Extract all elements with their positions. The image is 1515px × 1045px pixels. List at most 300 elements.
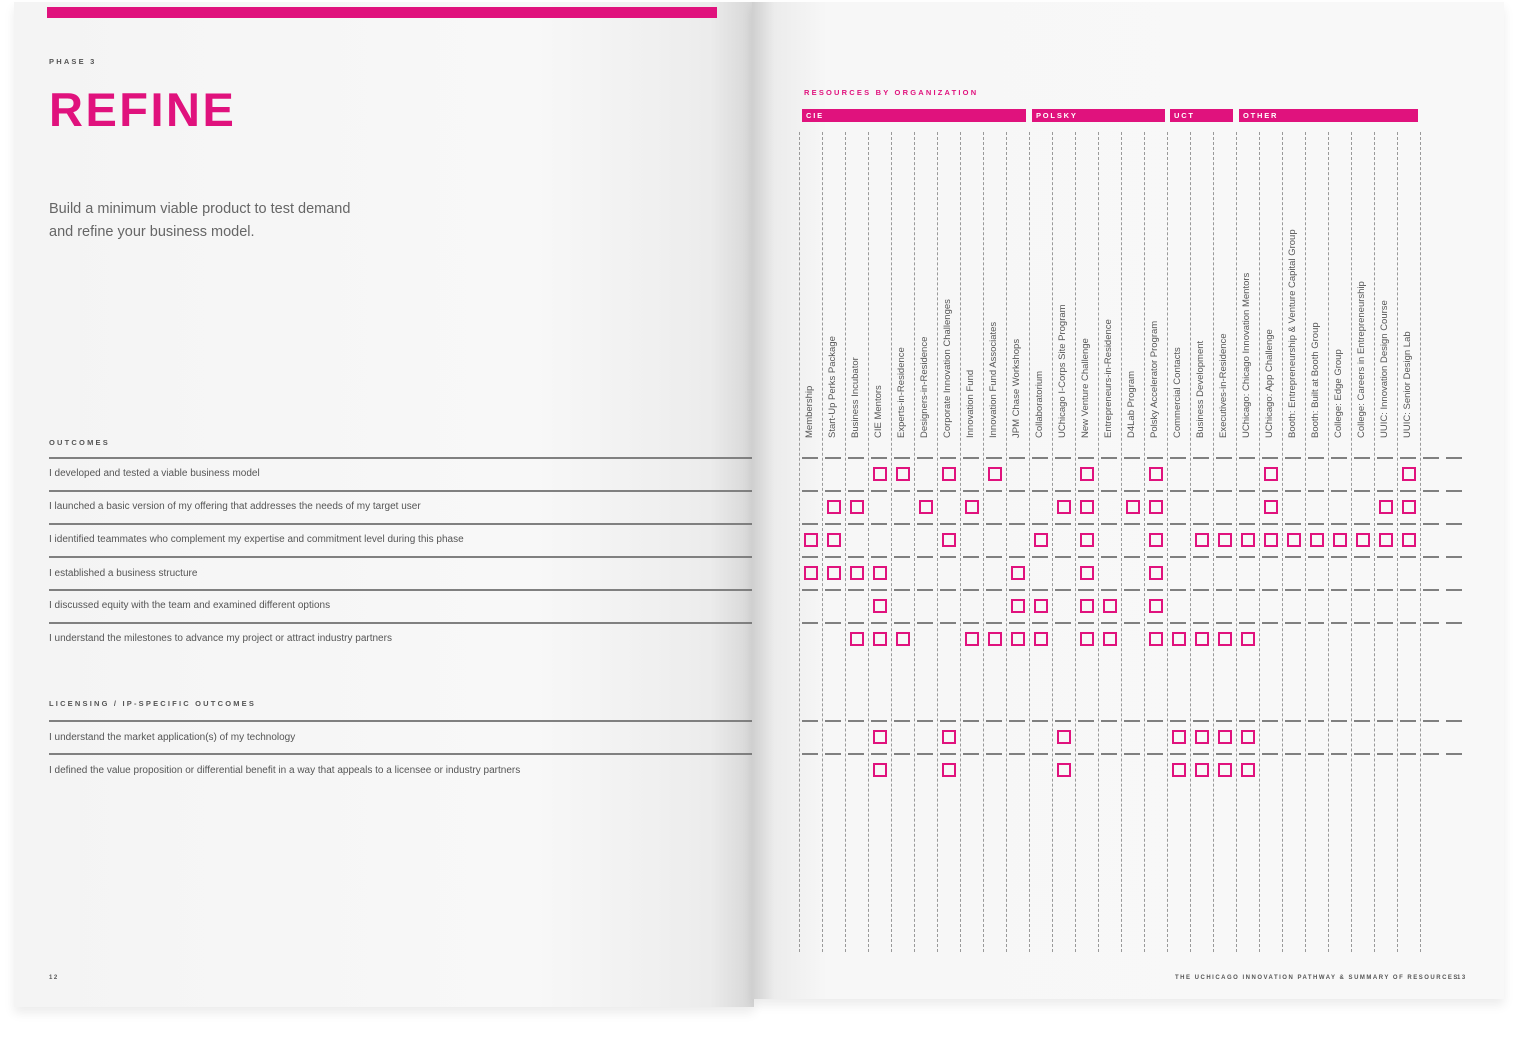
resource-check-box [1057, 763, 1071, 777]
resource-check-box [873, 467, 887, 481]
resource-column-label: Executives-in-Residence [1218, 333, 1229, 438]
resource-column-label: Membership [804, 385, 815, 438]
row-separator-dash [1032, 622, 1048, 624]
row-separator-dash [1239, 490, 1255, 492]
resource-check-box [919, 500, 933, 514]
resource-column-label: Collaboratorium [1034, 370, 1045, 438]
phase-accent-bar [47, 7, 717, 18]
row-separator-dash [986, 589, 1002, 591]
row-separator-dash [1101, 720, 1117, 722]
row-separator-dash [1055, 523, 1071, 525]
row-separator-dash [1216, 556, 1232, 558]
row-separator-dash [1400, 457, 1416, 459]
outcome-item: I understand the milestones to advance my project or attract industry partners [49, 633, 392, 644]
licensing-rule [49, 720, 754, 722]
row-separator-dash [1009, 523, 1025, 525]
resource-check-box [942, 533, 956, 547]
row-separator-dash [1216, 753, 1232, 755]
row-separator-dash [848, 523, 864, 525]
row-separator-dash [1308, 589, 1324, 591]
row-separator-dash [848, 457, 864, 459]
row-separator-dash [1032, 556, 1048, 558]
resource-check-box [1218, 533, 1232, 547]
row-separator-dash [1239, 753, 1255, 755]
row-separator-dash [825, 457, 841, 459]
row-separator-dash [894, 523, 910, 525]
row-separator-dash [1147, 589, 1163, 591]
row-separator-dash [1078, 490, 1094, 492]
resource-check-box [1241, 632, 1255, 646]
row-separator-dash [963, 556, 979, 558]
row-separator-dash [894, 556, 910, 558]
row-separator-dash [848, 556, 864, 558]
resource-check-box [1172, 730, 1186, 744]
outcome-rule [49, 589, 754, 591]
row-separator-dash [1147, 720, 1163, 722]
outcome-rule [49, 457, 754, 459]
row-separator-dash [917, 490, 933, 492]
row-separator-dash [825, 523, 841, 525]
row-separator-dash [1124, 457, 1140, 459]
row-separator-dash [1423, 556, 1439, 558]
resource-column-label: Business Development [1195, 340, 1206, 438]
resource-column-label: Start-Up Perks Package [827, 336, 838, 438]
row-separator-dash [825, 490, 841, 492]
resource-check-box [965, 632, 979, 646]
resource-column-label: Polsky Accelerator Program [1149, 320, 1160, 438]
row-separator-dash [871, 753, 887, 755]
resource-column-label: Booth: Built at Booth Group [1310, 322, 1321, 438]
column-guide [1144, 132, 1145, 952]
row-separator-dash [1147, 622, 1163, 624]
outcomes-heading: OUTCOMES [49, 438, 110, 447]
row-separator-dash [871, 523, 887, 525]
column-guide [1121, 132, 1122, 952]
row-separator-dash [963, 457, 979, 459]
resource-column-label: Innovation Fund Associates [988, 321, 999, 438]
column-guide [822, 132, 823, 952]
row-separator-dash [1055, 720, 1071, 722]
resource-check-box [1034, 533, 1048, 547]
row-separator-dash [1354, 457, 1370, 459]
row-separator-dash [802, 622, 818, 624]
resource-check-box [827, 500, 841, 514]
resource-column-label: UChicago: App Challenge [1264, 329, 1275, 438]
row-separator-dash [1193, 622, 1209, 624]
row-separator-dash [986, 457, 1002, 459]
licensing-heading: LICENSING / IP-SPECIFIC OUTCOMES [49, 699, 257, 708]
row-separator-dash [917, 622, 933, 624]
row-separator-dash [1055, 457, 1071, 459]
column-guide [868, 132, 869, 952]
row-separator-dash [986, 523, 1002, 525]
column-guide [1029, 132, 1030, 952]
column-guide [937, 132, 938, 952]
row-separator-dash [1032, 589, 1048, 591]
resource-check-box [1057, 500, 1071, 514]
resource-check-box [1241, 533, 1255, 547]
row-separator-dash [1124, 490, 1140, 492]
resource-column-label: Business Incubator [850, 357, 861, 438]
column-guide [1006, 132, 1007, 952]
row-separator-dash [1216, 720, 1232, 722]
resource-check-box [1080, 500, 1094, 514]
row-separator-dash [1262, 523, 1278, 525]
row-separator-dash [1009, 753, 1025, 755]
row-separator-dash [1170, 720, 1186, 722]
row-separator-dash [1377, 490, 1393, 492]
row-separator-dash [1400, 556, 1416, 558]
row-separator-dash [917, 457, 933, 459]
row-separator-dash [802, 720, 818, 722]
row-separator-dash [1354, 556, 1370, 558]
resource-check-box [850, 500, 864, 514]
row-separator-dash [1193, 556, 1209, 558]
column-guide [1190, 132, 1191, 952]
row-separator-dash [1285, 753, 1301, 755]
resource-check-box [1080, 467, 1094, 481]
row-separator-dash [917, 720, 933, 722]
row-separator-dash [825, 589, 841, 591]
row-separator-dash [1400, 720, 1416, 722]
resource-check-box [1080, 533, 1094, 547]
resource-check-box [850, 566, 864, 580]
row-separator-dash [871, 556, 887, 558]
resource-check-box [873, 730, 887, 744]
resource-column-label: Corporate Innovation Challenges [942, 299, 953, 438]
row-separator-dash [1170, 622, 1186, 624]
row-separator-dash [1354, 523, 1370, 525]
row-separator-dash [1331, 589, 1347, 591]
outcome-item: I identified teammates who complement my expertise and commitment level during this phase [49, 534, 464, 545]
row-separator-dash [1285, 523, 1301, 525]
resource-check-box [1080, 599, 1094, 613]
row-separator-dash [1285, 556, 1301, 558]
row-separator-dash [1078, 589, 1094, 591]
row-separator-dash [1239, 556, 1255, 558]
resource-check-box [1195, 533, 1209, 547]
row-separator-dash [894, 589, 910, 591]
resource-check-box [1264, 467, 1278, 481]
row-separator-dash [1124, 523, 1140, 525]
row-separator-dash [1262, 753, 1278, 755]
row-separator-dash [940, 622, 956, 624]
row-separator-dash [1170, 753, 1186, 755]
outcome-item: I established a business structure [49, 568, 198, 579]
left-page [14, 2, 754, 1007]
row-separator-dash [1400, 490, 1416, 492]
row-separator-dash [963, 490, 979, 492]
row-separator-dash [848, 589, 864, 591]
row-separator-dash [1400, 523, 1416, 525]
resource-check-box [1402, 467, 1416, 481]
row-separator-dash [940, 720, 956, 722]
column-guide [891, 132, 892, 952]
resource-check-box [1195, 632, 1209, 646]
row-separator-dash [1170, 589, 1186, 591]
row-separator-dash [848, 753, 864, 755]
row-separator-dash [917, 753, 933, 755]
row-separator-dash [1331, 753, 1347, 755]
resource-column-label: D4Lab Program [1126, 370, 1137, 438]
row-separator-dash [1055, 556, 1071, 558]
resource-check-box [896, 467, 910, 481]
row-separator-dash [986, 753, 1002, 755]
resource-check-box [1379, 500, 1393, 514]
resource-check-box [1333, 533, 1347, 547]
resource-check-box [1103, 599, 1117, 613]
row-separator-dash [963, 622, 979, 624]
row-separator-dash [871, 589, 887, 591]
row-separator-dash [1262, 556, 1278, 558]
resource-check-box [942, 763, 956, 777]
resource-check-box [1011, 566, 1025, 580]
row-separator-dash [1078, 556, 1094, 558]
row-separator-dash [1239, 523, 1255, 525]
row-separator-dash [848, 720, 864, 722]
row-separator-dash [894, 720, 910, 722]
row-separator-dash [802, 457, 818, 459]
resource-column-label: College: Careers in Entrepreneurship [1356, 281, 1367, 438]
row-separator-dash [894, 490, 910, 492]
row-separator-dash [1193, 457, 1209, 459]
resource-check-box [1379, 533, 1393, 547]
row-separator-dash [1216, 589, 1232, 591]
row-separator-dash [1446, 556, 1462, 558]
row-separator-dash [1101, 490, 1117, 492]
row-separator-dash [1285, 622, 1301, 624]
row-separator-dash [1377, 589, 1393, 591]
row-separator-dash [802, 589, 818, 591]
row-separator-dash [871, 490, 887, 492]
row-separator-dash [1170, 556, 1186, 558]
row-separator-dash [871, 622, 887, 624]
row-separator-dash [1423, 589, 1439, 591]
row-separator-dash [1216, 622, 1232, 624]
resource-check-box [1172, 632, 1186, 646]
resource-check-box [988, 632, 1002, 646]
resource-check-box [1149, 500, 1163, 514]
row-separator-dash [1377, 457, 1393, 459]
resource-check-box [873, 599, 887, 613]
resource-column-label: Designers-in-Residence [919, 336, 930, 438]
row-separator-dash [1078, 457, 1094, 459]
org-header-other: OTHER [1239, 109, 1418, 122]
resource-check-box [827, 566, 841, 580]
row-separator-dash [894, 622, 910, 624]
row-separator-dash [1239, 589, 1255, 591]
resource-check-box [988, 467, 1002, 481]
resource-check-box [850, 632, 864, 646]
row-separator-dash [1124, 556, 1140, 558]
resource-column-label: UUIC: Senior Design Lab [1402, 331, 1413, 438]
row-separator-dash [1147, 457, 1163, 459]
resource-column-label: CIE Mentors [873, 385, 884, 438]
resource-check-box [804, 533, 818, 547]
resource-check-box [873, 763, 887, 777]
row-separator-dash [1446, 622, 1462, 624]
row-separator-dash [1308, 523, 1324, 525]
column-guide [1052, 132, 1053, 952]
row-separator-dash [894, 753, 910, 755]
resource-check-box [1195, 730, 1209, 744]
row-separator-dash [1101, 556, 1117, 558]
row-separator-dash [1423, 457, 1439, 459]
row-separator-dash [1400, 753, 1416, 755]
row-separator-dash [1285, 589, 1301, 591]
row-separator-dash [986, 720, 1002, 722]
resource-check-box [965, 500, 979, 514]
org-header-uct: UCT [1170, 109, 1233, 122]
row-separator-dash [1377, 556, 1393, 558]
row-separator-dash [940, 457, 956, 459]
row-separator-dash [1009, 589, 1025, 591]
column-guide [845, 132, 846, 952]
column-guide [983, 132, 984, 952]
phase-label: PHASE 3 [49, 57, 97, 66]
row-separator-dash [1193, 720, 1209, 722]
resource-column-label: UChicago I-Corps Site Program [1057, 304, 1068, 438]
row-separator-dash [1193, 589, 1209, 591]
row-separator-dash [1147, 490, 1163, 492]
column-guide [1305, 132, 1306, 952]
column-guide [1374, 132, 1375, 952]
row-separator-dash [1009, 622, 1025, 624]
row-separator-dash [1170, 457, 1186, 459]
row-separator-dash [1354, 490, 1370, 492]
row-separator-dash [1009, 457, 1025, 459]
footer-title: THE UCHICAGO INNOVATION PATHWAY & SUMMARY OF RESOURCES [1175, 975, 1459, 981]
row-separator-dash [1124, 622, 1140, 624]
row-separator-dash [1331, 622, 1347, 624]
outcome-item: I launched a basic version of my offering that addresses the needs of my target user [49, 501, 421, 512]
resource-check-box [827, 533, 841, 547]
row-separator-dash [1377, 523, 1393, 525]
row-separator-dash [940, 589, 956, 591]
column-guide [1420, 132, 1421, 952]
row-separator-dash [802, 753, 818, 755]
org-header-cie: CIE [802, 109, 1026, 122]
row-separator-dash [1124, 720, 1140, 722]
row-separator-dash [1193, 753, 1209, 755]
row-separator-dash [1331, 720, 1347, 722]
row-separator-dash [1078, 622, 1094, 624]
row-separator-dash [1400, 622, 1416, 624]
resource-check-box [1034, 599, 1048, 613]
row-separator-dash [1101, 753, 1117, 755]
resource-check-box [1149, 467, 1163, 481]
row-separator-dash [1055, 753, 1071, 755]
row-separator-dash [1216, 523, 1232, 525]
row-separator-dash [1354, 753, 1370, 755]
row-separator-dash [1400, 589, 1416, 591]
row-separator-dash [1032, 753, 1048, 755]
outcome-item: I discussed equity with the team and examined different options [49, 600, 331, 611]
resource-column-label: College: Edge Group [1333, 349, 1344, 438]
row-separator-dash [1308, 720, 1324, 722]
row-separator-dash [1032, 523, 1048, 525]
row-separator-dash [1147, 556, 1163, 558]
row-separator-dash [1032, 490, 1048, 492]
row-separator-dash [1446, 753, 1462, 755]
row-separator-dash [1147, 523, 1163, 525]
column-guide [914, 132, 915, 952]
resource-check-box [1057, 730, 1071, 744]
column-guide [1259, 132, 1260, 952]
column-guide [1282, 132, 1283, 952]
row-separator-dash [1354, 622, 1370, 624]
row-separator-dash [802, 523, 818, 525]
row-separator-dash [802, 556, 818, 558]
row-separator-dash [871, 457, 887, 459]
row-separator-dash [1216, 457, 1232, 459]
column-guide [1075, 132, 1076, 952]
column-guide [1213, 132, 1214, 952]
column-guide [960, 132, 961, 952]
row-separator-dash [1124, 753, 1140, 755]
column-guide [1328, 132, 1329, 952]
row-separator-dash [1423, 622, 1439, 624]
row-separator-dash [1147, 753, 1163, 755]
row-separator-dash [917, 523, 933, 525]
resource-column-label: UChicago: Chicago Innovation Mentors [1241, 272, 1252, 438]
outcome-rule [49, 523, 754, 525]
row-separator-dash [1354, 589, 1370, 591]
resources-heading: RESOURCES BY ORGANIZATION [804, 88, 979, 97]
row-separator-dash [940, 556, 956, 558]
resource-check-box [1172, 763, 1186, 777]
resource-column-label: Experts-in-Residence [896, 347, 907, 438]
row-separator-dash [848, 490, 864, 492]
row-separator-dash [963, 720, 979, 722]
column-guide [1351, 132, 1352, 952]
row-separator-dash [1078, 720, 1094, 722]
resource-check-box [1218, 763, 1232, 777]
resource-column-label: JPM Chase Workshops [1011, 338, 1022, 438]
row-separator-dash [1308, 556, 1324, 558]
row-separator-dash [940, 523, 956, 525]
outcome-rule [49, 490, 754, 492]
row-separator-dash [1446, 457, 1462, 459]
row-separator-dash [1124, 589, 1140, 591]
row-separator-dash [1239, 622, 1255, 624]
row-separator-dash [1354, 720, 1370, 722]
resource-check-box [1264, 533, 1278, 547]
resource-check-box [1011, 599, 1025, 613]
row-separator-dash [1308, 622, 1324, 624]
row-separator-dash [1009, 720, 1025, 722]
row-separator-dash [825, 556, 841, 558]
row-separator-dash [1377, 720, 1393, 722]
row-separator-dash [963, 523, 979, 525]
row-separator-dash [1170, 490, 1186, 492]
resource-check-box [1310, 533, 1324, 547]
row-separator-dash [940, 753, 956, 755]
row-separator-dash [1101, 457, 1117, 459]
row-separator-dash [1331, 457, 1347, 459]
row-separator-dash [1446, 523, 1462, 525]
resource-check-box [1356, 533, 1370, 547]
row-separator-dash [986, 556, 1002, 558]
row-separator-dash [802, 490, 818, 492]
licensing-rule [49, 753, 754, 755]
row-separator-dash [1331, 490, 1347, 492]
resource-check-box [942, 467, 956, 481]
resource-check-box [1149, 599, 1163, 613]
licensing-item: I defined the value proposition or differential benefit in a way that appeals to a licensee or industry partners [49, 765, 521, 776]
licensing-item: I understand the market application(s) of my technology [49, 732, 296, 743]
column-guide [1167, 132, 1168, 952]
